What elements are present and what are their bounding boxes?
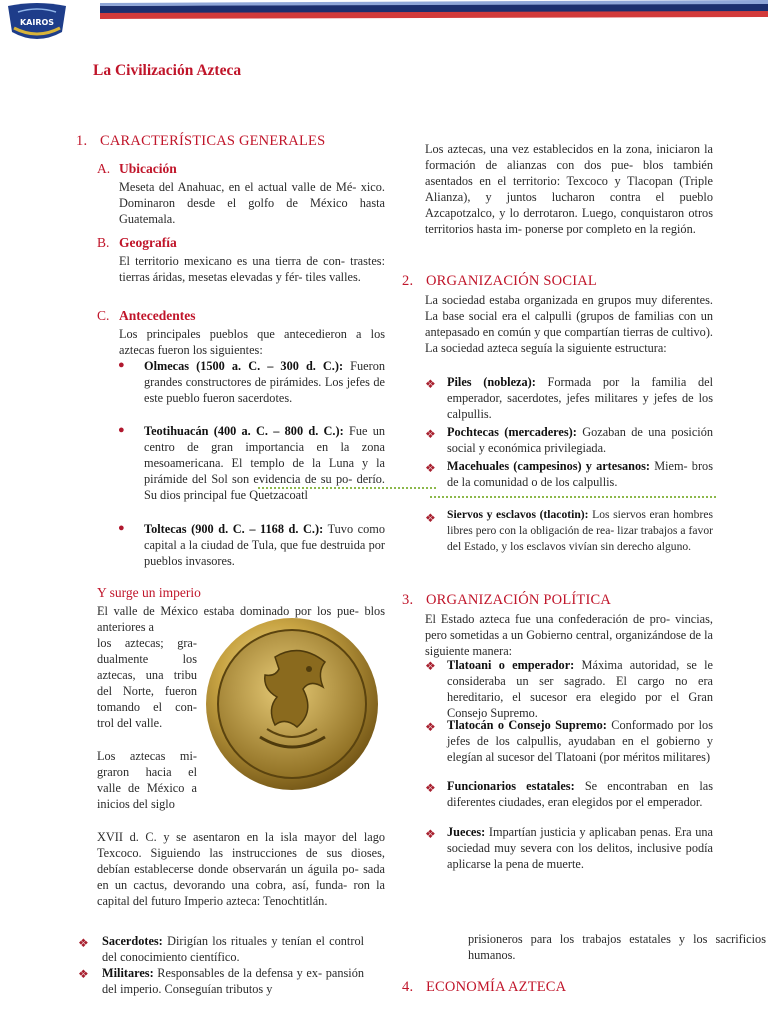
section-3-heading: 3. ORGANIZACIÓN POLÍTICA xyxy=(402,592,612,608)
list-item: Siervos y esclavos (tlacotin): Los siervos eran hombres libres pero con la obligación de rea- lizar trabajos a favor del Estado, y los esclavos vivían sin derecho alguno. xyxy=(447,508,713,553)
logo-text: KAIROS xyxy=(19,18,55,27)
diamond-bullet-icon: ❖ xyxy=(425,461,436,475)
prisoners-text: prisioneros para los trabajos estatales y los sacrificios humanos. xyxy=(468,932,766,962)
list-item: Olmecas (1500 a. C. – 300 d. C.): Fueron grandes constructores de pirámides. Los jefes de este pueblo fueron sacerdotes. xyxy=(144,359,385,405)
diamond-bullet-icon: ❖ xyxy=(78,936,89,950)
list-item: Funcionarios estatales: Se encontraban en las diferentes ciudades, eran elegidos por el emperador. xyxy=(447,779,713,809)
bullet-dot-icon: ● xyxy=(118,359,125,371)
coin-image xyxy=(205,617,379,791)
empire-text-bottom: XVII d. C. y se asentaron en la isla mayor del lago Texcoco. Siguiendo las instrucciones de sus dioses, debían establecerse donde observarán un águila po- sada en un cactus, devorando una cobra, así, funda- ron la capital del futuro Imperio azteca: Tenochtitlán. xyxy=(97,830,385,908)
diamond-bullet-icon: ❖ xyxy=(78,967,89,981)
dotted-divider xyxy=(258,487,436,489)
empire-heading: Y surge un imperio xyxy=(97,585,201,600)
section-2-heading: 2. ORGANIZACIÓN SOCIAL xyxy=(402,273,597,289)
header-band xyxy=(100,0,768,22)
ubicacion-text: Meseta del Anahuac, en el actual valle de Mé- xico. Dominaron desde el golfo de México hasta Guatemala. xyxy=(119,180,385,226)
list-item: Tlatocán o Consejo Supremo: Conformado por los jefes de los calpullis, ayudaban en el gobierno y elegían al sucesor del Tlatoani (por méritos militares) xyxy=(447,718,713,764)
list-item: Piles (nobleza): Formada por la familia del emperador, sacerdotes, jefes militares y jefes de los calpullis. xyxy=(447,375,713,421)
subsection-b-heading: B. Geografía xyxy=(97,235,177,250)
antecedentes-text: Los principales pueblos que antecedieron a los aztecas fueron los siguientes: xyxy=(119,327,385,357)
empire-text-narrow: los aztecas; gra- dualmente los aztecas, una tribu del Norte, fueron tomando el con- trol del valle. xyxy=(97,636,197,730)
social-text: La sociedad estaba organizada en grupos muy diferentes. La base social era el calpulli (grupos de familias con un antepasado en común y que compartían tierras de cultivo). La sociedad azteca seguía la siguiente estructura: xyxy=(425,293,713,355)
list-item: Macehuales (campesinos) y artesanos: Miem- bros de la comunidad o de los calpullis. xyxy=(447,459,713,489)
list-item: Toltecas (900 d. C. – 1168 d. C.): Tuvo como capital a la ciudad de Tula, que fue destruida por pueblos invasores. xyxy=(144,522,386,568)
diamond-bullet-icon: ❖ xyxy=(425,377,436,391)
bullet-dot-icon: ● xyxy=(118,522,125,534)
subsection-a-heading: A. Ubicación xyxy=(97,161,177,176)
page-title: La Civilización Azteca xyxy=(93,62,242,79)
list-item: Teotihuacán (400 a. C. – 800 d. C.): Fue un centro de gran importancia en la zona mesoamericana. El templo de la Luna y la pirámide del Sol son evidencia de su po- derío. Su dios principal fue Quetzacoatl xyxy=(144,424,385,502)
diamond-bullet-icon: ❖ xyxy=(425,781,436,795)
diamond-bullet-icon: ❖ xyxy=(425,511,436,525)
list-item: Tlatoani o emperador: Máxima autoridad, se le consideraba un ser sagrado. El cargo no era hereditario, el sucesor era elegido por el Gran Consejo Supremo. xyxy=(447,658,713,720)
diamond-bullet-icon: ❖ xyxy=(425,659,436,673)
list-item: Pochtecas (mercaderes): Gozaban de una posición social y económica privilegiada. xyxy=(447,425,713,455)
bullet-dot-icon: ● xyxy=(118,424,125,436)
section-1-heading: 1. CARACTERÍSTICAS GENERALES xyxy=(76,133,326,149)
geografia-text: El territorio mexicano es una tierra de con- trastes: tierras áridas, mesetas elevadas y fér- tiles valles. xyxy=(119,254,385,284)
dotted-divider xyxy=(430,496,716,498)
empire-text-narrow-2: Los aztecas mi- graron hacia el valle de México a inicios del siglo xyxy=(97,749,197,811)
intro-paragraph: Los aztecas, una vez establecidos en la zona, iniciaron la formación de alianzas con dos pue- blos también asentados en el territorio: Texcoco y Tlacopan (Triple Alianza), y juntos lucharon contra el pueblo Azcapotzalco, y lo derrotaron. Luego, conquistaron otros territorios hasta im- ponerse por completo en la región. xyxy=(425,142,713,236)
subsection-c-heading: C. Antecedentes xyxy=(97,308,196,323)
empire-text-top: El valle de México estaba dominado por los pue- blos anteriores a xyxy=(97,604,385,634)
diamond-bullet-icon: ❖ xyxy=(425,720,436,734)
list-item: Sacerdotes: Dirigían los rituales y tenían el control del conocimiento científico. xyxy=(102,934,365,964)
diamond-bullet-icon: ❖ xyxy=(425,427,436,441)
section-4-heading: 4. ECONOMÍA AZTECA xyxy=(402,979,567,995)
list-item: Militares: Responsables de la defensa y ex- pansión del imperio. Conseguían tributos y xyxy=(102,966,364,996)
political-text: El Estado azteca fue una confederación de pro- vincias, pero sometidas a un Gobierno central, organizándose de la siguiente manera: xyxy=(425,612,713,658)
diamond-bullet-icon: ❖ xyxy=(425,827,436,841)
logo xyxy=(4,2,70,44)
list-item: Jueces: Impartían justicia y aplicaban penas. Era una sociedad muy severa con los delitos, inclusive podía aplicarse la pena de muerte. xyxy=(447,825,714,871)
